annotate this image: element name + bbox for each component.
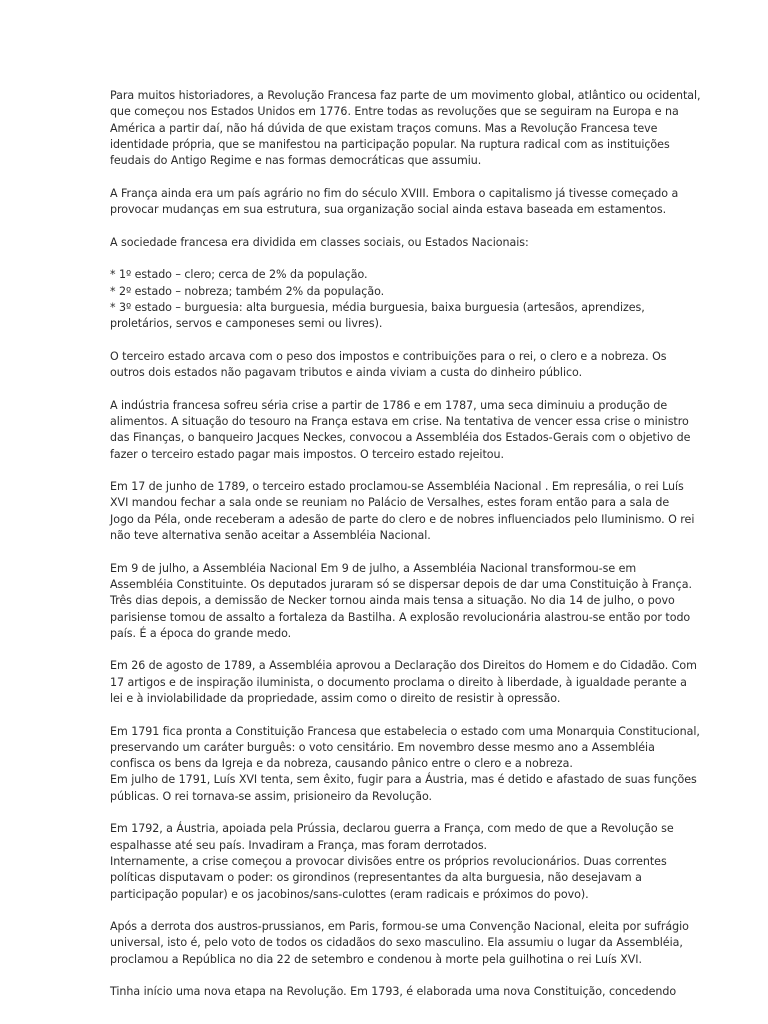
text-line: espalhasse até seu país. Invadiram a França, mas foram derrotados. — [110, 838, 488, 852]
text-line: feudais do Antigo Regime e nas formas democráticas que assumiu. — [110, 154, 482, 168]
text-line: que começou nos Estados Unidos em 1776. Entre todas as revoluções que se seguiram na Europa e na — [110, 105, 679, 119]
text-line: lei e à inviolabilidade da propriedade, assim como o direito de resistir à opressão. — [110, 691, 561, 705]
text-line: 17 artigos e de inspiração iluminista, o documento proclama o direito à liberdade, à igualdade perante a — [110, 675, 687, 689]
text-line: * 1º estado – clero; cerca de 2% da população. — [110, 268, 368, 282]
paragraph — [110, 267, 668, 332]
text-line: A sociedade francesa era dividida em classes sociais, ou Estados Nacionais: — [110, 235, 529, 249]
text-line: Em 17 de junho de 1789, o terceiro estado proclamou-se Assembléia Nacional . Em represália, o rei Luís — [110, 480, 684, 494]
paragraph — [110, 235, 668, 251]
paragraph — [110, 821, 674, 902]
paragraph — [110, 88, 701, 169]
text-line: políticas disputavam o poder: os girondinos (representantes da alta burguesia, não desejavam a — [110, 871, 642, 885]
text-line: Internamente, a crise começou a provocar divisões entre os próprios revolucionários. Duas correntes — [110, 854, 667, 868]
text-line: Assembléia Constituinte. Os deputados juraram só se dispersar depois de dar uma Constituição à França. — [110, 577, 692, 591]
paragraph — [110, 479, 695, 544]
paragraph — [110, 724, 700, 805]
text-line: XVI mandou fechar a sala onde se reuniam no Palácio de Versalhes, estes foram então para a sala de — [110, 496, 670, 510]
paragraph — [110, 984, 677, 1000]
text-line: não teve alternativa senão aceitar a Assembléia Nacional. — [110, 529, 431, 543]
text-line: América a partir daí, não há dúvida de que existam traços comuns. Mas a Revolução Francesa teve — [110, 121, 658, 135]
text-line: proclamou a República no dia 22 de setembro e condenou à morte pela guilhotina o rei Luís XVI. — [110, 952, 642, 966]
text-line: Em 1791 fica pronta a Constituição Francesa que estabelecia o estado com uma Monarquia Constitucional, — [110, 724, 700, 738]
text-line: outros dois estados não pagavam tributos e ainda viviam a custa do dinheiro público. — [110, 366, 583, 380]
text-line: O terceiro estado arcava com o peso dos impostos e contribuições para o rei, o clero e a nobreza. Os — [110, 349, 667, 363]
text-line: preservando um caráter burguês: o voto censitário. Em novembro desse mesmo ano a Assembléia — [110, 740, 655, 754]
text-line: Em 9 de julho, a Assembléia Nacional Em 9 de julho, a Assembléia Nacional transformou-se em — [110, 561, 637, 575]
text-line: parisiense tomou de assalto a fortaleza da Bastilha. A explosão revolucionária alastrou-se então por todo — [110, 610, 691, 624]
text-line: país. É a época do grande medo. — [110, 626, 292, 640]
text-line: Em 26 de agosto de 1789, a Assembléia aprovou a Declaração dos Direitos do Homem e do Cidadão. Com — [110, 659, 697, 673]
text-line: Após a derrota dos austros-prussianos, em Paris, formou-se uma Convenção Nacional, eleita por sufrágio — [110, 920, 689, 934]
text-line: Tinha início uma nova etapa na Revolução. Em 1793, é elaborada uma nova Constituição, concedendo — [110, 985, 677, 999]
paragraph — [110, 658, 697, 707]
text-line: universal, isto é, pelo voto de todos os cidadãos do sexo masculino. Ela assumiu o lugar da Assembléia, — [110, 936, 683, 950]
text-line: públicas. O rei tornava-se assim, prisioneiro da Revolução. — [110, 789, 432, 803]
text-line: participação popular) e os jacobinos/sans-culottes (eram radicais e próximos do povo). — [110, 887, 589, 901]
text-line: Três dias depois, a demissão de Necker tornou ainda mais tensa a situação. No dia 14 de julho, o povo — [110, 594, 675, 608]
text-line: * 2º estado – nobreza; também 2% da população. — [110, 284, 385, 298]
text-line: alimentos. A situação do tesouro na França estava em crise. Na tentativa de vencer essa crise o ministro — [110, 414, 689, 428]
text-line: das Finanças, o banqueiro Jacques Neckes, convocou a Assembléia dos Estados-Gerais com o objetivo de — [110, 431, 691, 445]
text-line: * 3º estado – burguesia: alta burguesia, média burguesia, baixa burguesia (artesãos, aprendizes, — [110, 300, 645, 314]
text-line: A França ainda era um país agrário no fim do século XVIII. Embora o capitalismo já tivesse começado a — [110, 186, 679, 200]
paragraph — [110, 919, 689, 968]
text-line: confisca os bens da Igreja e da nobreza, causando pânico entre o clero e a nobreza. — [110, 757, 573, 771]
text-line: Jogo da Péla, onde receberam a adesão de parte do clero e de nobres influenciados pelo Iluminismo. O rei — [110, 512, 695, 526]
text-line: A indústria francesa sofreu séria crise a partir de 1786 e em 1787, uma seca diminuiu a produção de — [110, 398, 668, 412]
text-line: fazer o terceiro estado pagar mais impostos. O terceiro estado rejeitou. — [110, 447, 504, 461]
paragraph — [110, 561, 692, 642]
text-line: identidade própria, que se manifestou na participação popular. Na ruptura radical com as instituições — [110, 137, 670, 151]
paragraph — [110, 186, 679, 219]
text-line: Para muitos historiadores, a Revolução Francesa faz parte de um movimento global, atlântico ou ocidental, — [110, 89, 701, 102]
text-line: Em 1792, a Áustria, apoiada pela Prússia, declarou guerra a França, com medo de que a Revolução se — [110, 822, 674, 836]
paragraph — [110, 398, 691, 463]
paragraph — [110, 349, 668, 382]
text-line: proletários, servos e camponeses semi ou livres). — [110, 317, 383, 331]
text-line: provocar mudanças em sua estrutura, sua organização social ainda estava baseada em estamentos. — [110, 203, 667, 217]
text-line: Em julho de 1791, Luís XVI tenta, sem êxito, fugir para a Áustria, mas é detido e afastado de suas funções — [110, 773, 697, 787]
